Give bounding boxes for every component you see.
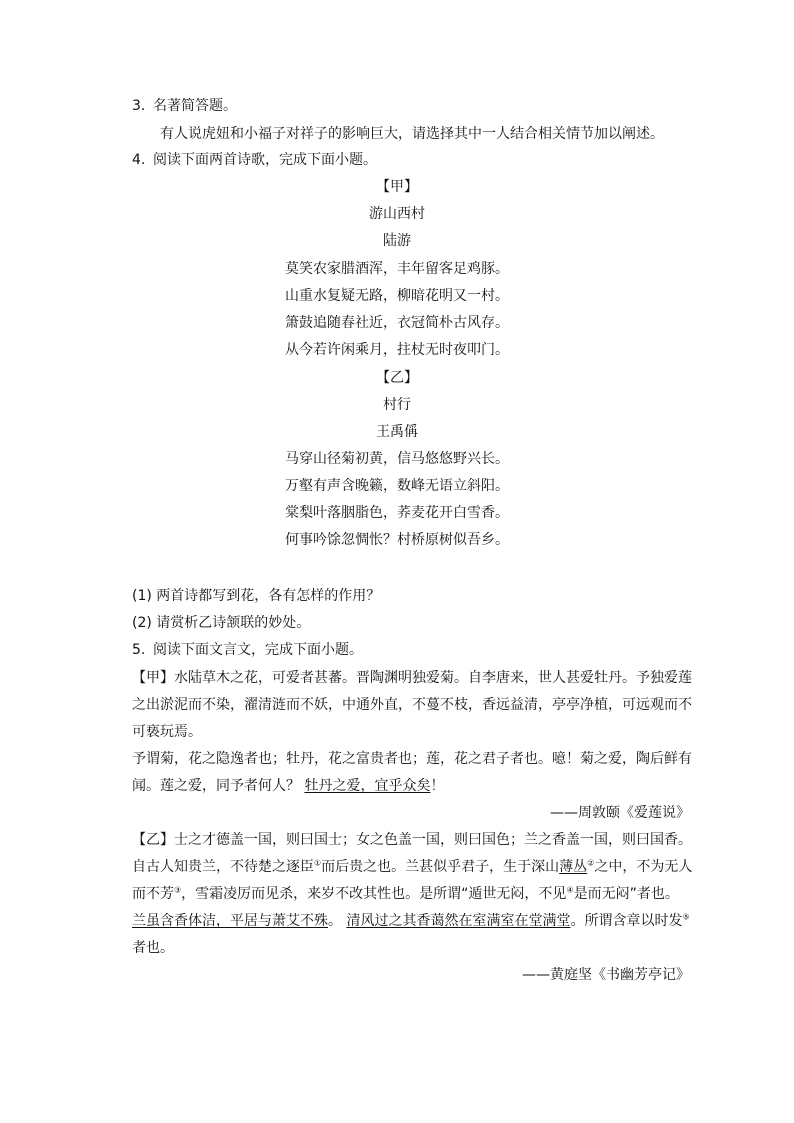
poem-b-author: 王禹偁 (376, 424, 418, 440)
q3-title: 名著简答题。 (153, 98, 237, 114)
text-b-line (132, 857, 692, 877)
q3-heading (132, 96, 237, 116)
text-b-line (132, 911, 690, 931)
q5-title: 阅读下面文言文，完成下面小题。 (153, 642, 363, 658)
q3-prompt: 有人说虎妞和小福子对祥子的影响巨大，请选择其中一人结合相关情节加以阐述。 (160, 126, 664, 142)
text-b-underlined-word: 薄丛 (559, 859, 588, 875)
text-b-underlined-sentence: 兰虽含香体洁，平居与萧艾不殊 (132, 913, 328, 929)
q4-subquestion-1: (1) 两首诗都写到花，各有怎样的作用？ (132, 588, 381, 604)
text-b-segment: ，雪霜凌厉而见杀，来岁不改其性也。是所谓“遁世无闷，不见 (181, 886, 567, 902)
text-b-segment: 是而无闷”者也。 (573, 886, 679, 902)
poem-a-line: 箫鼓追随春社近，衣冠简朴古风存。 (285, 315, 509, 331)
text-b-segment: 。所谓含章以时发 (570, 913, 683, 929)
poem-b-line: 棠梨叶落胭脂色，荞麦花开白雪香。 (285, 505, 509, 521)
text-b-segment: 。 (328, 913, 347, 929)
footnote-marker: ③ (174, 885, 182, 895)
text-b-underlined-sentence: 清风过之其香蔼然在室满室在堂满堂 (346, 913, 571, 929)
poem-a-title: 游山西村 (369, 206, 425, 222)
text-a-punct: ！ (430, 778, 445, 794)
q4-title: 阅读下面两首诗歌，完成下面小题。 (153, 152, 377, 168)
footnote-marker: ② (587, 858, 595, 868)
footnote-marker: ④ (566, 885, 574, 895)
poem-a-tag: 【甲】 (376, 179, 418, 195)
footnote-marker: ① (314, 858, 322, 868)
poem-b-line: 万壑有声含晚籁，数峰无语立斜阳。 (285, 478, 509, 494)
text-b-source: ——黄庭坚《书幽芳亭记》 (522, 967, 690, 983)
text-a-line: 【甲】水陆草木之花，可爱者甚蕃。晋陶渊明独爱菊。自李唐来，世人甚爱牡丹。予独爱莲 (132, 670, 692, 686)
text-a-underlined-sentence: 牡丹之爱，宜乎众矣 (304, 778, 431, 794)
poem-b-title: 村行 (383, 397, 411, 413)
poem-b-line: 何事吟馀忽惆怅？村桥原树似吾乡。 (285, 532, 509, 548)
q4-number: 4. (132, 152, 146, 168)
poem-b-tag: 【乙】 (376, 370, 418, 386)
poem-a-line: 山重水复疑无路，柳暗花明又一村。 (285, 288, 509, 304)
text-a-line: 予谓菊，花之隐逸者也；牡丹，花之富贵者也；莲，花之君子者也。噫！菊之爱，陶后鲜有 (132, 751, 692, 767)
text-a-line: 可亵玩焉。 (132, 724, 202, 740)
text-b-line (132, 884, 679, 904)
text-b-line: 【乙】士之才德盖一国，则曰国士；女之色盖一国，则曰国色；兰之香盖一国，则曰国香。 (132, 832, 692, 848)
q3-number: 3. (132, 98, 146, 114)
text-b-line: 者也。 (132, 940, 174, 956)
poem-b-line: 马穿山径菊初黄，信马悠悠野兴长。 (285, 451, 509, 467)
text-a-line (132, 776, 444, 796)
poem-a-author: 陆游 (383, 233, 411, 249)
q4-heading (132, 150, 377, 170)
text-b-segment: 之中，不为无人 (594, 859, 693, 875)
text-b-segment: 而不芳 (132, 886, 174, 902)
q5-heading (132, 640, 363, 660)
poem-a-line: 莫笑农家腊酒浑，丰年留客足鸡豚。 (285, 261, 509, 277)
text-a-source: ——周敦颐《爱莲说》 (550, 805, 690, 821)
poem-a-line: 从今若许闲乘月，拄杖无时夜叩门。 (285, 342, 509, 358)
text-a-line: 之出淤泥而不染，濯清涟而不妖，中通外直，不蔓不枝，香远益清，亭亭净植，可远观而不 (132, 697, 692, 713)
q5-number: 5. (132, 642, 146, 658)
footnote-marker: ⑤ (682, 912, 690, 922)
q4-subquestion-2: (2) 请赏析乙诗颔联的妙处。 (132, 615, 311, 631)
text-b-segment: 而后贵之也。兰甚似乎君子，生于深山 (321, 859, 560, 875)
text-a-plain: 闻。莲之爱，同予者何人？ (132, 778, 305, 794)
text-b-segment: 自古人知贵兰，不待楚之逐臣 (132, 859, 314, 875)
